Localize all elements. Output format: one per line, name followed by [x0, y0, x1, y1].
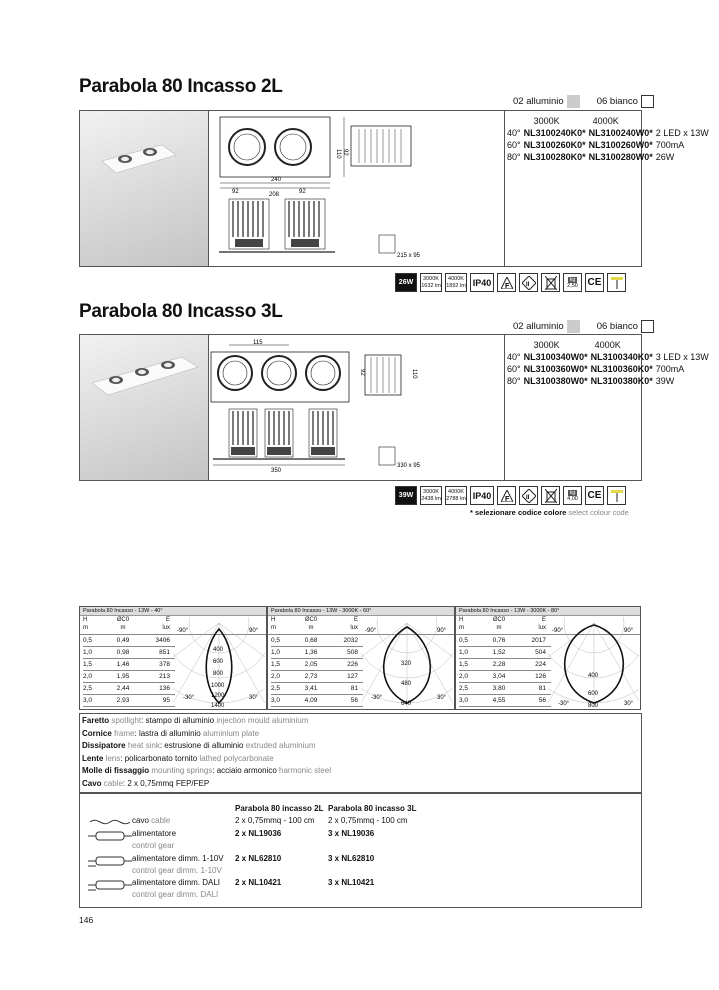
- dim-depth: 92: [342, 149, 348, 156]
- svg-text:600: 600: [213, 659, 224, 665]
- acc-value: 2 x 0,75mmq - 100 cm: [235, 816, 315, 825]
- svg-text:F: F: [504, 282, 509, 289]
- product-code[interactable]: NL3100240W0*: [588, 128, 653, 138]
- acc-label-cable: cavo cable: [132, 816, 171, 825]
- svg-text:F: F: [504, 495, 509, 502]
- svg-text:400: 400: [213, 647, 224, 653]
- dim-b: 208: [269, 192, 280, 198]
- product-code[interactable]: NL3100380W0*: [523, 376, 588, 386]
- lumen-4000k: 4000K 1892 lm: [445, 273, 467, 292]
- cut-out-size: 330 x 95: [397, 463, 421, 469]
- lumen-3000k: 3000K 1632 lm: [420, 273, 442, 292]
- angle: 40°: [507, 128, 521, 138]
- svg-text:-90°: -90°: [552, 628, 564, 634]
- finish-white-label: 06 bianco: [596, 96, 638, 107]
- product-code[interactable]: NL3100360W0*: [523, 364, 588, 374]
- icon-row-3l: [395, 486, 626, 505]
- acc-label-dali-en: control gear dimm. DALI: [132, 890, 219, 899]
- acc-col-2l: Parabola 80 incasso 2L: [235, 804, 324, 813]
- photometry-title: Parabola 80 Incasso - 13W - 3000K - 80°: [456, 607, 640, 616]
- svg-text:1000: 1000: [211, 683, 225, 689]
- aluminium-swatch[interactable]: [567, 320, 580, 333]
- class-ii-icon: [519, 486, 538, 505]
- aluminium-swatch[interactable]: [567, 95, 580, 108]
- ce-mark-icon: CE: [585, 273, 604, 292]
- acc-label-control-gear-en: control gear: [132, 841, 175, 850]
- product-code[interactable]: NL3100260K0*: [523, 140, 586, 150]
- photometry-panel-40: Parabola 80 Incasso - 13W - 40° H m ØC0 m E lux 0,5 0,49 3406 1,0 0,98 851 1,5 1,46 378 2,0 1,95 213 2,5 2,44 136 3,0 2,93 95 -90° 90° 400 600 800 1000 1200 1400 -30° 30°: [79, 606, 267, 710]
- dim-depth: 92: [359, 369, 365, 376]
- product-code[interactable]: NL3100340W0*: [523, 352, 588, 362]
- product-code[interactable]: NL3100380K0*: [590, 376, 653, 386]
- spec-value: 3 LED x 13W: [655, 352, 709, 362]
- svg-text:-30°: -30°: [558, 701, 570, 707]
- acc-col-3l: Parabola 80 incasso 3L: [328, 804, 417, 813]
- acc-label-dimm-en: control gear dimm. 1-10V: [132, 866, 222, 875]
- acc-label-control-gear: alimentatore: [132, 829, 177, 838]
- weee-bin-icon: [541, 273, 560, 292]
- angle: 80°: [507, 152, 521, 162]
- led-strip-icon: [607, 273, 626, 292]
- dim-height: 110: [411, 369, 417, 379]
- lumen-4000k: 4000K 2788 lm: [445, 486, 467, 505]
- finish-aluminium-label: 02 alluminio: [513, 321, 564, 332]
- wattage-badge: 39W: [395, 486, 417, 505]
- svg-text:-30°: -30°: [183, 695, 195, 701]
- product-title-3l: Parabola 80 Incasso 3L: [79, 301, 283, 322]
- svg-text:600: 600: [588, 691, 599, 697]
- photometry-rows: 0,5 0,76 2017 1,0 1,52 504 1,5 2,28 224 2,0 3,04 126 2,5 3,80 81 3,0 4,55 56: [456, 635, 554, 707]
- control-gear-icon: [88, 829, 132, 843]
- fixture-image-2l: [80, 111, 208, 266]
- polar-diagram-60: [361, 617, 453, 708]
- col-4000k: 4000K: [592, 116, 619, 126]
- acc-label-dimm: alimentatore dimm. 1-10V: [132, 854, 224, 863]
- dim-height: 110: [335, 149, 341, 159]
- spec-line: Lente lens: policarbonato tornito lathed polycarbonate: [82, 753, 274, 763]
- svg-text:II: II: [525, 281, 529, 288]
- col-3000k: 3000K: [533, 116, 560, 126]
- svg-text:1400: 1400: [211, 703, 225, 708]
- control-gear-dimm-icon: [88, 854, 132, 868]
- spec-line: Faretto spotlight: stampo di alluminio injection mould aluminium: [82, 716, 309, 725]
- acc-code[interactable]: 2 x NL10421: [235, 878, 282, 887]
- product-panel-3l: [79, 334, 709, 481]
- spec-value: 700mA: [655, 364, 685, 374]
- photometry-rows: 0,5 0,49 3406 1,0 0,98 851 1,5 1,46 378 2,0 1,95 213 2,5 2,44 136 3,0 2,93 95: [80, 635, 178, 707]
- weee-bin-icon: [541, 486, 560, 505]
- svg-text:-30°: -30°: [371, 695, 383, 701]
- weight-icon: kg 4,00: [563, 486, 582, 505]
- svg-text:640: 640: [401, 701, 412, 707]
- svg-text:90°: 90°: [624, 628, 634, 634]
- angle: 60°: [507, 364, 521, 374]
- product-code[interactable]: NL3100360K0*: [590, 364, 653, 374]
- product-code[interactable]: NL3100260W0*: [588, 140, 653, 150]
- svg-text:800: 800: [213, 671, 224, 677]
- cable-icon: [90, 816, 130, 828]
- product-title-2l: Parabola 80 Incasso 2L: [79, 76, 283, 97]
- ip-rating-badge: IP40: [470, 486, 494, 505]
- acc-code[interactable]: 2 x NL19036: [235, 829, 282, 838]
- class-ii-icon: [519, 273, 538, 292]
- col-3000k: 3000K: [533, 340, 560, 350]
- photometry-rows: 0,5 0,68 2032 1,0 1,36 508 1,5 2,05 226 2,0 2,73 127 2,5 3,41 81 3,0 4,09 56: [268, 635, 366, 707]
- cut-out-size: 215 x 95: [397, 253, 421, 259]
- accessories-table: [79, 793, 642, 908]
- spec-line: Dissipatore heat sink: estrusione di alluminio extruded aluminium: [82, 741, 316, 751]
- svg-text:30°: 30°: [437, 695, 447, 701]
- dim-a: 115: [253, 340, 263, 346]
- ce-mark-icon: CE: [585, 486, 604, 505]
- acc-value: 2 x 0,75mmq - 100 cm: [328, 816, 408, 825]
- acc-code[interactable]: 2 x NL62810: [235, 854, 282, 863]
- photometry-title: Parabola 80 Incasso - 13W - 40°: [80, 607, 266, 616]
- finish-selector-2l: [513, 95, 654, 108]
- acc-code[interactable]: 3 x NL62810: [328, 854, 375, 863]
- colour-note: [470, 508, 629, 517]
- dim-c: 92: [299, 189, 306, 195]
- spec-value: 26W: [655, 152, 675, 162]
- f-mark-icon: [497, 273, 516, 292]
- photometry-panel-80: Parabola 80 Incasso - 13W - 3000K - 80° H m ØC0 m E lux 0,5 0,76 2017 1,0 1,52 504 1,5 2,28 224 2,0 3,04 126 2,5 3,80 81 3,0 4,55 56 -90° 90° 400 600 800 -30° 30°: [455, 606, 641, 710]
- product-code[interactable]: NL3100280K0*: [523, 152, 586, 162]
- svg-text:-90°: -90°: [365, 628, 377, 634]
- fixture-image-3l: [80, 335, 208, 480]
- svg-text:1200: 1200: [211, 693, 225, 699]
- spec-value: 700mA: [655, 140, 685, 150]
- photometry-title: Parabola 80 Incasso - 13W - 3000K - 60°: [268, 607, 454, 616]
- svg-text:90°: 90°: [249, 628, 259, 634]
- dimension-drawing-3l: [209, 335, 504, 480]
- spec-value: 2 LED x 13W: [655, 128, 709, 138]
- svg-text:320: 320: [401, 661, 412, 667]
- svg-text:-90°: -90°: [177, 628, 189, 634]
- polar-diagram-40: [173, 617, 265, 708]
- product-code[interactable]: NL3100240K0*: [523, 128, 586, 138]
- weight-icon: kg 2,50: [563, 273, 582, 292]
- acc-code[interactable]: 3 x NL19036: [328, 829, 375, 838]
- code-table-3l: [507, 339, 712, 387]
- material-specs: [79, 713, 642, 793]
- wattage-badge: 26W: [395, 273, 417, 292]
- svg-text:400: 400: [588, 673, 599, 679]
- angle: 60°: [507, 140, 521, 150]
- svg-text:30°: 30°: [249, 695, 259, 701]
- finish-aluminium-label: 02 alluminio: [513, 96, 564, 107]
- angle: 80°: [507, 376, 521, 386]
- finish-selector-3l: [513, 320, 654, 333]
- product-code[interactable]: NL3100340K0*: [590, 352, 653, 362]
- colour-note-en: select colour code: [568, 508, 629, 517]
- led-strip-icon: [607, 486, 626, 505]
- colour-note-it: * selezionare codice colore: [470, 508, 567, 517]
- white-swatch[interactable]: [641, 320, 654, 333]
- svg-text:II: II: [525, 494, 529, 501]
- dim-width: 240: [271, 177, 282, 183]
- product-photo-2l: [80, 111, 208, 266]
- white-swatch[interactable]: [641, 95, 654, 108]
- technical-drawing-2l: [208, 111, 505, 266]
- page-number: 146: [79, 915, 94, 925]
- finish-white-label: 06 bianco: [596, 321, 638, 332]
- acc-label-dali: alimentatore dimm. DALI: [132, 878, 221, 887]
- polar-diagram-80: [548, 617, 639, 708]
- spec-line: Cornice frame: lastra di alluminio aluminium plate: [82, 728, 260, 738]
- svg-text:90°: 90°: [437, 628, 447, 634]
- control-gear-dali-icon: [88, 878, 132, 892]
- spec-line: Cavo cable: 2 x 0,75mmq FEP/FEP: [82, 778, 210, 788]
- code-table-2l: [507, 115, 712, 163]
- svg-text:480: 480: [401, 681, 412, 687]
- angle: 40°: [507, 352, 521, 362]
- f-mark-icon: [497, 486, 516, 505]
- technical-drawing-3l: [208, 335, 505, 480]
- lumen-3000k: 3000K 2438 lm: [420, 486, 442, 505]
- product-photo-3l: [80, 335, 208, 480]
- photometry-panel-60: Parabola 80 Incasso - 13W - 3000K - 60° H m ØC0 m E lux 0,5 0,68 2032 1,0 1,36 508 1,5 2,05 226 2,0 2,73 127 2,5 3,41 81 3,0 4,09 56 -90° 90° 320 480 640 -30° 30°: [267, 606, 455, 710]
- product-panel-2l: [79, 110, 709, 267]
- product-code[interactable]: NL3100280W0*: [588, 152, 653, 162]
- spec-value: 39W: [655, 376, 675, 386]
- spec-line: Molle di fissaggio mounting springs: acciaio armonico harmonic steel: [82, 766, 332, 776]
- col-4000k: 4000K: [594, 340, 621, 350]
- ip-rating-badge: IP40: [470, 273, 494, 292]
- dim-a: 92: [232, 189, 239, 195]
- svg-text:800: 800: [588, 703, 599, 708]
- dimension-drawing-2l: [209, 111, 504, 266]
- photometry-section: [79, 606, 640, 710]
- svg-text:30°: 30°: [624, 701, 634, 707]
- acc-code[interactable]: 3 x NL10421: [328, 878, 375, 887]
- dim-width: 350: [271, 468, 282, 474]
- icon-row-2l: [395, 273, 626, 292]
